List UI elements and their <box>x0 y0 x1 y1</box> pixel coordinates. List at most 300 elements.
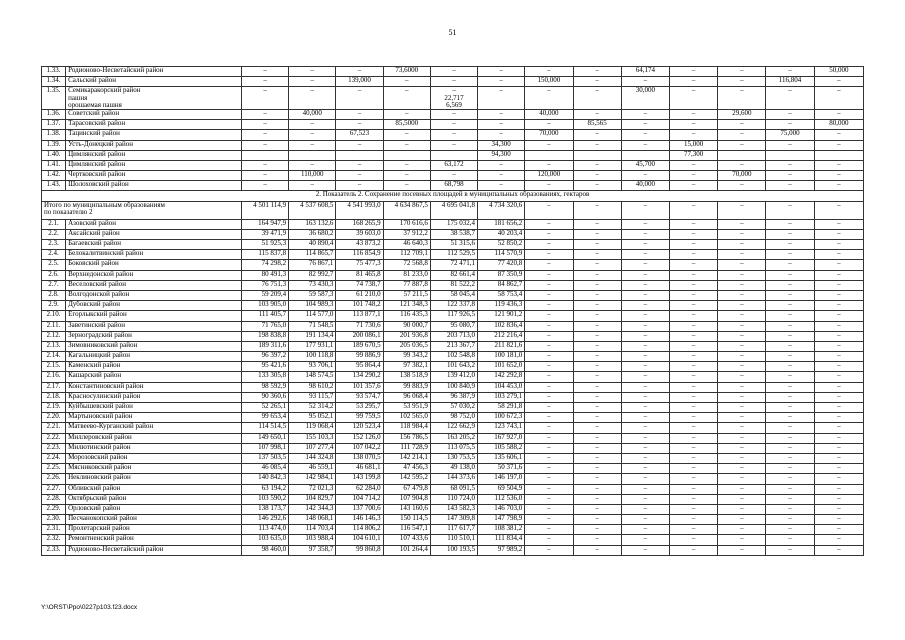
value-cell: 98 752,0 <box>430 413 477 423</box>
district-name: Дубовский район <box>66 301 242 311</box>
dash-cell: – <box>718 250 766 260</box>
district-name-line: пашня <box>68 93 88 102</box>
district-name: Ремонтненский район <box>66 535 242 545</box>
value-cell: 117 926,5 <box>430 311 477 321</box>
row-number: 1.41. <box>42 160 66 170</box>
value-cell: 148 574,5 <box>289 372 336 382</box>
row-number: 2.11. <box>42 321 66 331</box>
value-cell: 81 233,0 <box>383 270 430 280</box>
value-cell: – <box>478 130 525 140</box>
dash-cell: – <box>525 494 573 504</box>
table-row <box>42 403 864 413</box>
dash-cell: – <box>669 270 717 280</box>
value-cell: 189 670,5 <box>336 341 383 351</box>
table-row <box>42 382 864 392</box>
dash-cell: – <box>814 331 863 341</box>
dash-cell: – <box>525 270 573 280</box>
value-cell: 94,300 <box>478 150 525 160</box>
value-cell: – <box>669 77 717 87</box>
value-cell: 57 211,5 <box>383 290 430 300</box>
value-cell: – <box>766 120 814 130</box>
value-cell: 211 821,6 <box>478 341 525 351</box>
value-cell: – <box>289 87 336 110</box>
dash-cell: – <box>718 382 766 392</box>
dash-cell: – <box>621 270 669 280</box>
value-cell: 96 397,2 <box>241 352 288 362</box>
dash-cell: – <box>525 504 573 514</box>
dash-cell: – <box>573 423 621 433</box>
row-number: 2.4. <box>42 250 66 260</box>
row-number: 2.31. <box>42 525 66 535</box>
value-cell: 71 548,5 <box>289 321 336 331</box>
dash-cell: – <box>573 525 621 535</box>
value-cell: 142 292,8 <box>478 372 525 382</box>
value-cell: 103 590,2 <box>241 494 288 504</box>
dash-cell: – <box>766 311 814 321</box>
value-cell: – <box>289 120 336 130</box>
row-number: 2.14. <box>42 352 66 362</box>
district-name: Тарасовский район <box>66 120 242 130</box>
district-name <box>66 87 242 110</box>
value-cell: 116 435,3 <box>383 311 430 321</box>
value-cell: 107 998,1 <box>241 443 288 453</box>
row-number: 1.38. <box>42 130 66 140</box>
dash-cell: – <box>621 464 669 474</box>
dash-cell: – <box>669 403 717 413</box>
value-cell: – <box>336 171 383 181</box>
value-cell: – <box>289 67 336 77</box>
value-cell: – <box>669 160 717 170</box>
value-line: – <box>452 86 456 95</box>
table-row <box>42 484 864 494</box>
dash-cell: – <box>621 443 669 453</box>
value-cell: 170 616,6 <box>383 219 430 229</box>
dash-cell: – <box>573 433 621 443</box>
value-cell: 116 854,9 <box>336 250 383 260</box>
row-number: 2.23. <box>42 443 66 453</box>
value-cell: 112 529,5 <box>430 250 477 260</box>
table-row <box>42 260 864 270</box>
dash-cell: – <box>669 290 717 300</box>
table-row <box>42 413 864 423</box>
table-row <box>42 311 864 321</box>
table-row <box>42 352 864 362</box>
row-number: 2.21. <box>42 423 66 433</box>
value-cell: 74 738,7 <box>336 280 383 290</box>
dash-cell: – <box>718 464 766 474</box>
value-cell: 114 703,4 <box>289 525 336 535</box>
district-name: Тацинский район <box>66 130 242 140</box>
value-cell: – <box>718 181 766 191</box>
district-name: Родионово-Несветайский район <box>66 67 242 77</box>
dash-cell: – <box>718 290 766 300</box>
dash-cell: – <box>525 392 573 402</box>
value-cell: – <box>241 181 288 191</box>
table-row <box>42 67 864 77</box>
value-cell: 110 510,1 <box>430 535 477 545</box>
value-cell: 119 068,4 <box>289 423 336 433</box>
value-cell: 111 728,9 <box>383 443 430 453</box>
value-cell: – <box>718 160 766 170</box>
dash-cell: – <box>718 352 766 362</box>
value-cell: – <box>621 140 669 150</box>
row-number: 2.19. <box>42 403 66 413</box>
value-cell <box>525 150 573 160</box>
district-name: Шолоховский район <box>66 181 242 191</box>
value-cell: – <box>383 140 430 150</box>
dash-cell: – <box>766 464 814 474</box>
value-cell: – <box>525 120 573 130</box>
row-number: 2.25. <box>42 464 66 474</box>
district-name: Пролетарский район <box>66 525 242 535</box>
dash-cell: – <box>814 321 863 331</box>
value-cell: – <box>383 130 430 140</box>
row-number: 1.33. <box>42 67 66 77</box>
dash-cell: – <box>525 484 573 494</box>
dash-cell: – <box>814 372 863 382</box>
dash-cell: – <box>621 311 669 321</box>
value-cell: 107 042,2 <box>336 443 383 453</box>
dash-cell: – <box>669 219 717 229</box>
table-row <box>42 240 864 250</box>
row-number: 2.2. <box>42 229 66 239</box>
dash-cell: – <box>766 525 814 535</box>
district-name: Волгодонской район <box>66 290 242 300</box>
dash-cell: – <box>718 504 766 514</box>
dash-cell: – <box>814 484 863 494</box>
row-number: 2.6. <box>42 270 66 280</box>
dash-cell: – <box>766 341 814 351</box>
dash-cell: – <box>573 311 621 321</box>
value-cell: 144 324,8 <box>289 453 336 463</box>
value-cell: – <box>525 181 573 191</box>
dash-cell: – <box>573 331 621 341</box>
row-number: 2.22. <box>42 433 66 443</box>
dash-cell: – <box>573 321 621 331</box>
value-cell: 100 840,9 <box>430 382 477 392</box>
value-cell: 119 436,3 <box>478 301 525 311</box>
value-cell: – <box>669 67 717 77</box>
dash-cell: – <box>573 219 621 229</box>
value-cell: 100 672,3 <box>478 413 525 423</box>
value-cell: 108 381,2 <box>478 525 525 535</box>
dash-cell: – <box>766 504 814 514</box>
value-cell: – <box>336 140 383 150</box>
table-row <box>42 87 864 110</box>
dash-cell: – <box>525 403 573 413</box>
value-cell: – <box>669 109 717 119</box>
row-number: 2.5. <box>42 260 66 270</box>
value-cell: 103 905,0 <box>241 301 288 311</box>
value-cell: 59 587,3 <box>289 290 336 300</box>
value-cell: 43 873,2 <box>336 240 383 250</box>
total-label: Итого по муниципальным образованиям по показателю 2 <box>42 201 242 219</box>
dash-cell: – <box>525 545 573 555</box>
dash-cell: – <box>621 535 669 545</box>
dash-cell: – <box>573 484 621 494</box>
dash-cell: – <box>669 331 717 341</box>
value-cell: 40 203,4 <box>478 229 525 239</box>
district-name: Орловский район <box>66 504 242 514</box>
value-cell <box>430 150 477 160</box>
dash-cell: – <box>669 311 717 321</box>
value-cell: – <box>525 160 573 170</box>
value-cell: – <box>573 171 621 181</box>
row-number: 2.7. <box>42 280 66 290</box>
district-name: Веселовский район <box>66 280 242 290</box>
value-cell: 95 864,4 <box>336 362 383 372</box>
dash-cell: – <box>814 290 863 300</box>
total-cell: 4 634 867,5 <box>383 201 430 219</box>
district-name: Морозовский район <box>66 453 242 463</box>
value-cell: – <box>383 181 430 191</box>
value-cell: – <box>430 109 477 119</box>
table-row <box>42 140 864 150</box>
value-cell: 99 653,4 <box>241 413 288 423</box>
dash-cell: – <box>525 443 573 453</box>
footer-path: Y:\ORST\Ppo\0227p103.f23.docx <box>41 604 138 611</box>
value-cell: – <box>430 120 477 130</box>
value-cell: 47 456,3 <box>383 464 430 474</box>
table-row <box>42 171 864 181</box>
value-cell: – <box>430 77 477 87</box>
value-cell <box>289 150 336 160</box>
value-cell: 143 582,3 <box>430 504 477 514</box>
value-cell: – <box>336 67 383 77</box>
value-cell: – <box>478 160 525 170</box>
value-cell: 139 412,0 <box>430 372 477 382</box>
value-cell: – <box>336 120 383 130</box>
dash-cell: – <box>718 280 766 290</box>
dash-cell: – <box>525 464 573 474</box>
value-cell: 77 420,8 <box>478 260 525 270</box>
dash-cell: – <box>621 515 669 525</box>
dash-cell: – <box>814 311 863 321</box>
dash-cell: – <box>525 413 573 423</box>
dash-cell: – <box>814 545 863 555</box>
district-name: Октябрьский район <box>66 494 242 504</box>
value-cell: 52 265,1 <box>241 403 288 413</box>
value-cell: 71 730,6 <box>336 321 383 331</box>
dash-cell: – <box>718 535 766 545</box>
table-row <box>42 229 864 239</box>
value-cell: 198 838,8 <box>241 331 288 341</box>
value-cell: 82 992,7 <box>289 270 336 280</box>
row-number: 2.33. <box>42 545 66 555</box>
dash-cell: – <box>766 484 814 494</box>
total-cell: 4 734 320,6 <box>478 201 525 219</box>
district-name: Константиновский район <box>66 382 242 392</box>
value-cell: 155 103,3 <box>289 433 336 443</box>
value-cell: 146 292,6 <box>241 515 288 525</box>
value-cell: 64,174 <box>621 67 669 77</box>
dash-cell: – <box>718 515 766 525</box>
value-cell: 144 373,6 <box>430 474 477 484</box>
value-cell: 82 661,4 <box>430 270 477 280</box>
value-cell <box>430 87 477 110</box>
dash-cell: – <box>573 290 621 300</box>
row-number: 1.34. <box>42 77 66 87</box>
value-cell: 15,000 <box>669 140 717 150</box>
value-cell: 39 471,9 <box>241 229 288 239</box>
row-number: 1.36. <box>42 109 66 119</box>
value-cell: 142 344,3 <box>289 504 336 514</box>
dash-cell: – <box>573 301 621 311</box>
value-cell: 93 574,7 <box>336 392 383 402</box>
value-cell: 96 387,9 <box>430 392 477 402</box>
value-cell: 76 751,3 <box>241 280 288 290</box>
dash-cell: – <box>814 392 863 402</box>
value-cell: 120,000 <box>525 171 573 181</box>
value-cell: 45,700 <box>621 160 669 170</box>
value-cell: 46 559,1 <box>289 464 336 474</box>
value-cell: 104 829,7 <box>289 494 336 504</box>
value-cell: 102 836,4 <box>478 321 525 331</box>
value-cell: 112 709,1 <box>383 250 430 260</box>
value-cell: 72 021,3 <box>289 484 336 494</box>
dash-cell: – <box>766 474 814 484</box>
value-cell: 100 193,5 <box>430 545 477 555</box>
value-cell: 39 603,0 <box>336 229 383 239</box>
value-cell: – <box>241 130 288 140</box>
value-cell: 175 032,4 <box>430 219 477 229</box>
value-cell: 81 465,8 <box>336 270 383 280</box>
total-cell: 4 695 041,8 <box>430 201 477 219</box>
value-cell: – <box>289 160 336 170</box>
value-cell: 116 547,1 <box>383 525 430 535</box>
value-cell: – <box>241 109 288 119</box>
value-cell: 112 536,0 <box>478 494 525 504</box>
row-number: 2.20. <box>42 413 66 423</box>
value-cell: 113 877,1 <box>336 311 383 321</box>
value-cell: 80 491,3 <box>241 270 288 280</box>
dash-cell: – <box>718 301 766 311</box>
district-name: Песчанокопский район <box>66 515 242 525</box>
dash-cell: – <box>766 229 814 239</box>
dash-cell: – <box>718 341 766 351</box>
dash-cell: – <box>766 240 814 250</box>
row-number: 2.26. <box>42 474 66 484</box>
value-cell: 74 298,2 <box>241 260 288 270</box>
table-row <box>42 109 864 119</box>
table-row <box>42 515 864 525</box>
table-row <box>42 160 864 170</box>
district-name: Обливский район <box>66 484 242 494</box>
value-cell: 72 568,8 <box>383 260 430 270</box>
value-cell: 95 080,7 <box>430 321 477 331</box>
value-cell: 103 988,4 <box>289 535 336 545</box>
district-name: Мясниковский район <box>66 464 242 474</box>
value-cell: 203 713,0 <box>430 331 477 341</box>
value-cell: 53 951,9 <box>383 403 430 413</box>
dash-cell: – <box>621 331 669 341</box>
dash-cell: – <box>766 403 814 413</box>
dash-cell: – <box>573 494 621 504</box>
value-cell: – <box>336 109 383 119</box>
dash-cell: – <box>573 403 621 413</box>
dash-cell: – <box>718 240 766 250</box>
value-cell: 75,000 <box>766 130 814 140</box>
total-cell: – <box>573 201 621 219</box>
value-cell: – <box>478 109 525 119</box>
value-cell: – <box>621 120 669 130</box>
value-cell: 146 197,0 <box>478 474 525 484</box>
dash-cell: – <box>621 413 669 423</box>
value-cell: 104 989,3 <box>289 301 336 311</box>
dash-cell: – <box>573 270 621 280</box>
value-cell: 101 264,4 <box>383 545 430 555</box>
table-row <box>42 341 864 351</box>
dash-cell: – <box>718 494 766 504</box>
value-cell: – <box>621 77 669 87</box>
value-cell: 30,000 <box>621 87 669 110</box>
value-cell: 73 430,3 <box>289 280 336 290</box>
dash-cell: – <box>766 301 814 311</box>
value-cell: 130 753,5 <box>430 453 477 463</box>
table-row <box>42 525 864 535</box>
table-row <box>42 301 864 311</box>
value-cell: – <box>241 160 288 170</box>
total-cell: 4 501 114,9 <box>241 201 288 219</box>
value-cell: 163 205,2 <box>430 433 477 443</box>
value-cell: 98 460,0 <box>241 545 288 555</box>
value-cell: 68 091,5 <box>430 484 477 494</box>
value-cell: 205 036,5 <box>383 341 430 351</box>
value-cell: – <box>430 140 477 150</box>
value-cell: 111 405,7 <box>241 311 288 321</box>
value-cell: – <box>525 87 573 110</box>
district-name: Чертковский район <box>66 171 242 181</box>
value-cell: 111 834,4 <box>478 535 525 545</box>
value-cell: 52 850,2 <box>478 240 525 250</box>
total-cell: – <box>525 201 573 219</box>
dash-cell: – <box>621 219 669 229</box>
value-cell: 95 421,6 <box>241 362 288 372</box>
value-cell: 142 595,2 <box>383 474 430 484</box>
value-cell: 51 315,6 <box>430 240 477 250</box>
value-cell <box>814 150 863 160</box>
dash-cell: – <box>814 413 863 423</box>
value-cell: 134 290,2 <box>336 372 383 382</box>
dash-cell: – <box>718 413 766 423</box>
value-cell: 101 748,2 <box>336 301 383 311</box>
value-cell: 146 703,0 <box>478 504 525 514</box>
district-name: Советский район <box>66 109 242 119</box>
value-cell: 93 706,1 <box>289 362 336 372</box>
row-number: 2.15. <box>42 362 66 372</box>
dash-cell: – <box>621 280 669 290</box>
dash-cell: – <box>718 229 766 239</box>
dash-cell: – <box>766 545 814 555</box>
value-cell: 114 577,0 <box>289 311 336 321</box>
page-number: 51 <box>448 28 457 37</box>
value-cell: – <box>478 67 525 77</box>
dash-cell: – <box>525 229 573 239</box>
value-cell: – <box>766 171 814 181</box>
value-cell: 100 118,8 <box>289 352 336 362</box>
value-cell: 142 214,1 <box>383 453 430 463</box>
value-cell: 36 680,2 <box>289 229 336 239</box>
table-row <box>42 474 864 484</box>
dash-cell: – <box>766 382 814 392</box>
district-name: Милютинский район <box>66 443 242 453</box>
value-cell: 69 504,9 <box>478 484 525 494</box>
row-number: 1.43. <box>42 181 66 191</box>
dash-cell: – <box>718 362 766 372</box>
value-cell: 103 635,0 <box>241 535 288 545</box>
dash-cell: – <box>621 504 669 514</box>
dash-cell: – <box>718 392 766 402</box>
